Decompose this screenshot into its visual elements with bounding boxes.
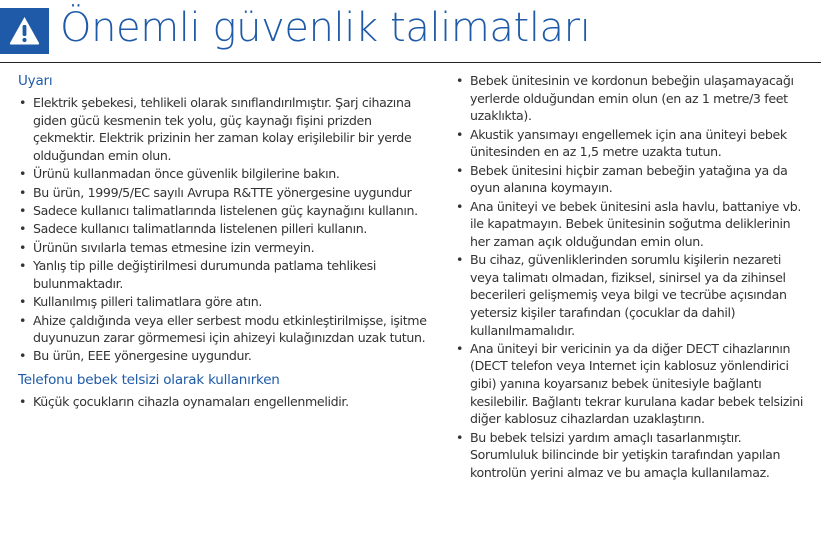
left-column [18, 72, 436, 411]
list-item: • Bu cihaz, güvenliklerinden sorumlu kişilerin nezareti veya talimatı olmadan, fiziksel, sinirsel ya da zihinsel becerileri gelişmemiş veya bilgi ve tecrübe açısından yetersiz kişiler tarafından (çocuklar da dahil) kullanılmamalıdır. [455, 251, 811, 339]
list-item: • Sadece kullanıcı talimatlarında listelenen pilleri kullanın. [18, 220, 436, 238]
list-item: • Küçük çocukların cihazla oynamaları engellenmelidir. [18, 393, 436, 411]
list-item: • Kullanılmış pilleri talimatlara göre atın. [18, 293, 436, 311]
list-item: • Bu ürün, EEE yönergesine uygundur. [18, 347, 436, 365]
section-title-warning: Uyarı [18, 73, 53, 89]
list-item: • Elektrik şebekesi, tehlikeli olarak sınıflandırılmıştır. Şarj cihazına giden gücü kesmenin tek yolu, güç kaynağı fişini prizden çekmektir. Elektrik prizinin her zaman kolay erişilebilir bir yerde olduğundan emin olun. [18, 94, 436, 164]
list-item: • Ürünü kullanmadan önce güvenlik bilgilerine bakın. [18, 165, 436, 183]
list-item: • Bu ürün, 1999/5/EC sayılı Avrupa R&TTE yönergesine uygundur [18, 184, 436, 202]
baby-monitor-list [18, 393, 436, 411]
page-header [0, 0, 821, 64]
list-item: • Ahize çaldığında veya eller serbest modu etkinleştirilmişse, işitme duyunuzun zarar görmemesi için ahizeyi kulağınızdan uzak tutun. [18, 312, 436, 347]
list-item: • Bu bebek telsizi yardım amaçlı tasarlanmıştır. Sorumluluk bilincinde bir yetişkin tarafından yapılan kontrolün yerini almaz ve bu amaçla kullanılamaz. [455, 429, 811, 482]
baby-monitor-list-continued [455, 72, 811, 481]
list-item: • Akustik yansımayı engellemek için ana üniteyi bebek ünitesinden en az 1,5 metre uzakta tutun. [455, 126, 811, 161]
warning-badge [0, 8, 49, 54]
header-divider [0, 62, 821, 63]
warning-icon [8, 14, 41, 47]
section-title-baby-monitor: Telefonu bebek telsizi olarak kullanırken [18, 372, 280, 389]
page-title: Önemli güvenlik talimatları [60, 5, 591, 51]
list-item: • Yanlış tip pille değiştirilmesi durumunda patlama tehlikesi bulunmaktadır. [18, 257, 436, 292]
list-item: • Sadece kullanıcı talimatlarında listelenen güç kaynağını kullanın. [18, 202, 436, 220]
list-item: • Ürünün sıvılarla temas etmesine izin vermeyin. [18, 239, 436, 257]
list-item: • Ana üniteyi bir vericinin ya da diğer DECT cihazlarının (DECT telefon veya Internet için kablosuz yönlendirici gibi) yanına koyarsanız bebek ünitesiyle bağlantı kesilebilir. Bağlantı tekrar kurulana kadar bebek telsizini diğer kablosuz cihazlardan uzaklaştırın. [455, 340, 811, 428]
list-item: • Ana üniteyi ve bebek ünitesini asla havlu, battaniye vb. ile kapatmayın. Bebek ünitesinin soğutma deliklerinin her zaman açık olduğundan emin olun. [455, 198, 811, 251]
list-item: • Bebek ünitesini hiçbir zaman bebeğin yatağına ya da oyun alanına koymayın. [455, 162, 811, 197]
warning-list [18, 94, 436, 365]
right-column [455, 72, 811, 482]
list-item: • Bebek ünitesinin ve kordonun bebeğin ulaşamayacağı yerlerde olduğundan emin olun (en az 1 metre/3 feet uzaklıkta). [455, 72, 811, 125]
